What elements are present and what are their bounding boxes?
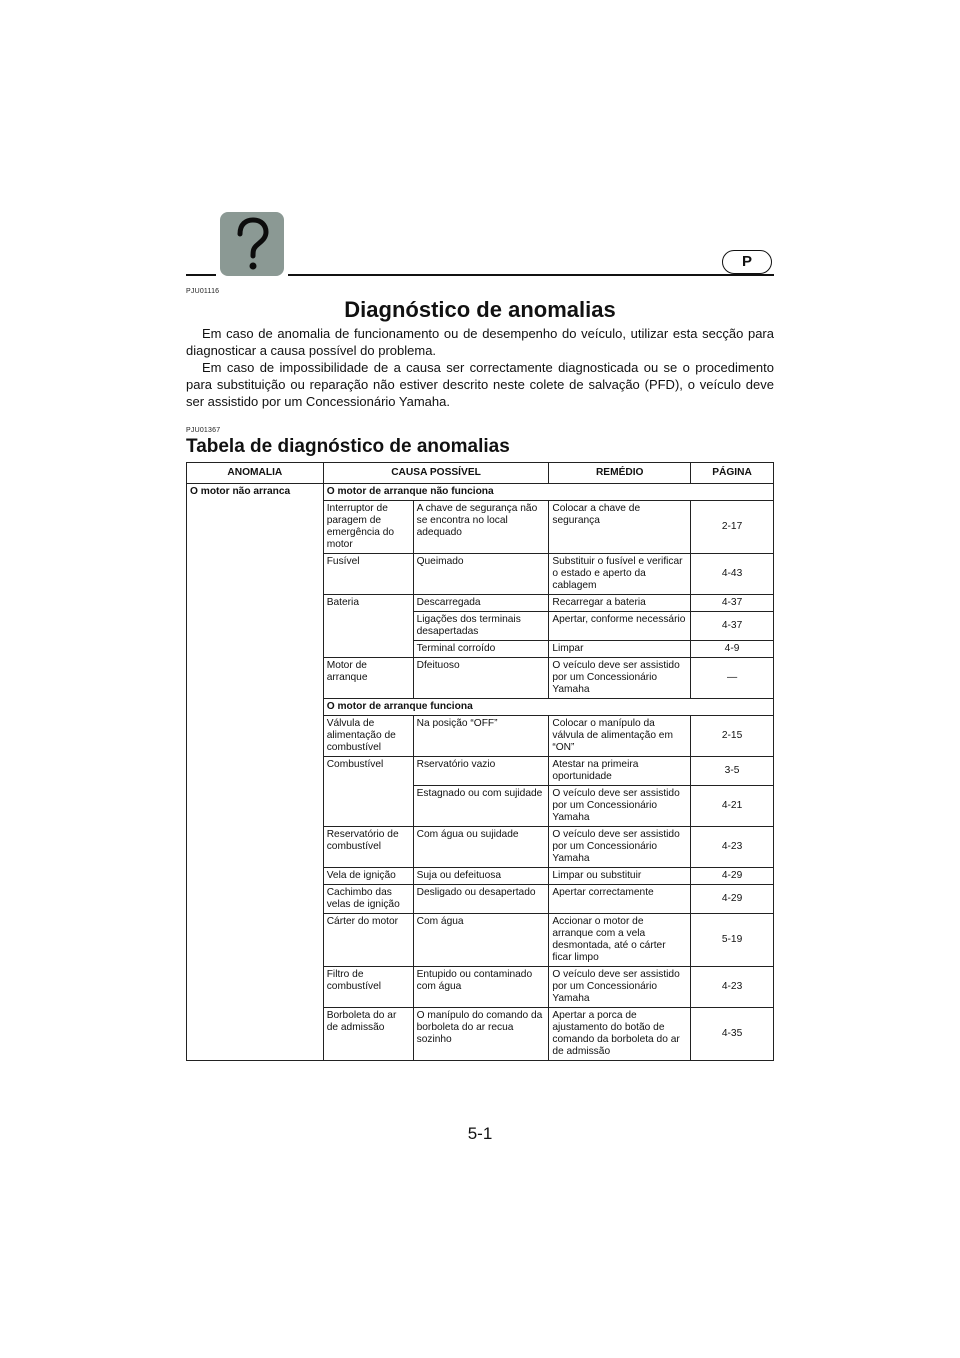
component-cell: Interruptor de paragem de emergência do motor <box>323 501 413 554</box>
remedy-cell: Limpar <box>549 641 691 658</box>
group-heading: O motor de arranque não funciona <box>323 484 773 501</box>
component-cell: Motor de arranque <box>323 658 413 699</box>
cause-cell: Descarregada <box>413 595 549 612</box>
page-cell: 4-29 <box>691 868 774 885</box>
page-title: Diagnóstico de anomalias <box>344 297 616 322</box>
component-cell: Cachimbo das velas de ignição <box>323 885 413 914</box>
remedy-cell: Atestar na primeira oportunidade <box>549 757 691 786</box>
component-cell: Combustível <box>323 757 413 827</box>
cause-cell: Ligações dos terminais desapertadas <box>413 612 549 641</box>
page-cell: 4-43 <box>691 554 774 595</box>
page-cell: 4-35 <box>691 1008 774 1061</box>
cause-cell: Terminal corroído <box>413 641 549 658</box>
cause-cell: Na posição “OFF” <box>413 716 549 757</box>
remedy-cell: Apertar a porca de ajustamento do botão de comando da borboleta do ar de admissão <box>549 1008 691 1061</box>
intro-paragraph-2: Em caso de impossibilidade de a causa ser correctamente diagnosticada ou se o procedimento para substituição ou reparação não estiver descrito neste colete de salvação (PFD), o veículo deve ser assistido por um Concessionário Yamaha. <box>186 360 774 409</box>
remedy-cell: Recarregar a bateria <box>549 595 691 612</box>
header-remedio: REMÉDIO <box>549 463 691 484</box>
remedy-cell: O veículo deve ser assistido por um Concessionário Yamaha <box>549 827 691 868</box>
remedy-cell: O veículo deve ser assistido por um Concessionário Yamaha <box>549 967 691 1008</box>
cause-cell: Desligado ou desapertado <box>413 885 549 914</box>
page-cell: 4-23 <box>691 967 774 1008</box>
cause-cell: Dfeituoso <box>413 658 549 699</box>
header-rule-right <box>288 274 774 276</box>
group-heading: O motor de arranque funciona <box>323 699 773 716</box>
page-cell: 4-9 <box>691 641 774 658</box>
remedy-cell: Accionar o motor de arranque com a vela desmontada, até o cárter ficar limpo <box>549 914 691 967</box>
page-cell: 2-17 <box>691 501 774 554</box>
anomaly-cell: O motor não arranca <box>187 484 324 1061</box>
page-cell: 4-23 <box>691 827 774 868</box>
remedy-cell: Colocar o manípulo da válvula de alimentação em “ON” <box>549 716 691 757</box>
cause-cell: Com água ou sujidade <box>413 827 549 868</box>
component-cell: Fusível <box>323 554 413 595</box>
remedy-cell: Limpar ou substituir <box>549 868 691 885</box>
component-cell: Filtro de combustível <box>323 967 413 1008</box>
remedy-cell: Substituir o fusível e verificar o estado e aperto da cablagem <box>549 554 691 595</box>
page-cell: 2-15 <box>691 716 774 757</box>
page-number: 5-1 <box>467 1124 493 1143</box>
cause-cell: Suja ou defeituosa <box>413 868 549 885</box>
page-cell: 4-21 <box>691 786 774 827</box>
cause-cell: Queimado <box>413 554 549 595</box>
page-cell: 4-29 <box>691 885 774 914</box>
header-pagina: PÁGINA <box>691 463 774 484</box>
remedy-cell: Colocar a chave de segurança <box>549 501 691 554</box>
header-anomalia: ANOMALIA <box>187 463 324 484</box>
page-cell: 4-37 <box>691 612 774 641</box>
page-cell: 3-5 <box>691 757 774 786</box>
cause-cell: A chave de segurança não se encontra no local adequado <box>413 501 549 554</box>
header-rule-left <box>186 274 216 276</box>
component-cell: Vela de ignição <box>323 868 413 885</box>
remedy-cell: O veículo deve ser assistido por um Concessionário Yamaha <box>549 658 691 699</box>
cause-cell: Com água <box>413 914 549 967</box>
table-section-code: PJU01367 <box>186 427 221 434</box>
page-cell: 4-37 <box>691 595 774 612</box>
cause-cell: Estagnado ou com sujidade <box>413 786 549 827</box>
component-cell: Borboleta do ar de admissão <box>323 1008 413 1061</box>
intro-paragraph-1: Em caso de anomalia de funcionamento ou de desempenho do veículo, utilizar esta secção para diagnosticar a causa possível do problema. <box>186 326 774 358</box>
table-title: Tabela de diagnóstico de anomalias <box>186 436 510 457</box>
component-cell: Bateria <box>323 595 413 658</box>
header-causa: CAUSA POSSÍVEL <box>323 463 549 484</box>
cause-cell: O manípulo do comando da borboleta do ar recua sozinho <box>413 1008 549 1061</box>
remedy-cell: Apertar correctamente <box>549 885 691 914</box>
remedy-cell: Apertar, conforme necessário <box>549 612 691 641</box>
component-cell: Reservatório de combustível <box>323 827 413 868</box>
remedy-cell: O veículo deve ser assistido por um Concessionário Yamaha <box>549 786 691 827</box>
question-mark-icon <box>220 212 284 276</box>
cause-cell: Rservatório vazio <box>413 757 549 786</box>
section-code: PJU01116 <box>186 288 220 295</box>
component-cell: Válvula de alimentação de combustível <box>323 716 413 757</box>
component-cell: Cárter do motor <box>323 914 413 967</box>
table-header-row <box>187 463 774 484</box>
page-cell: 5-19 <box>691 914 774 967</box>
page-cell: — <box>691 658 774 699</box>
cause-cell: Entupido ou contaminado com água <box>413 967 549 1008</box>
troubleshooting-table <box>186 462 774 1061</box>
language-badge: P <box>722 250 772 274</box>
